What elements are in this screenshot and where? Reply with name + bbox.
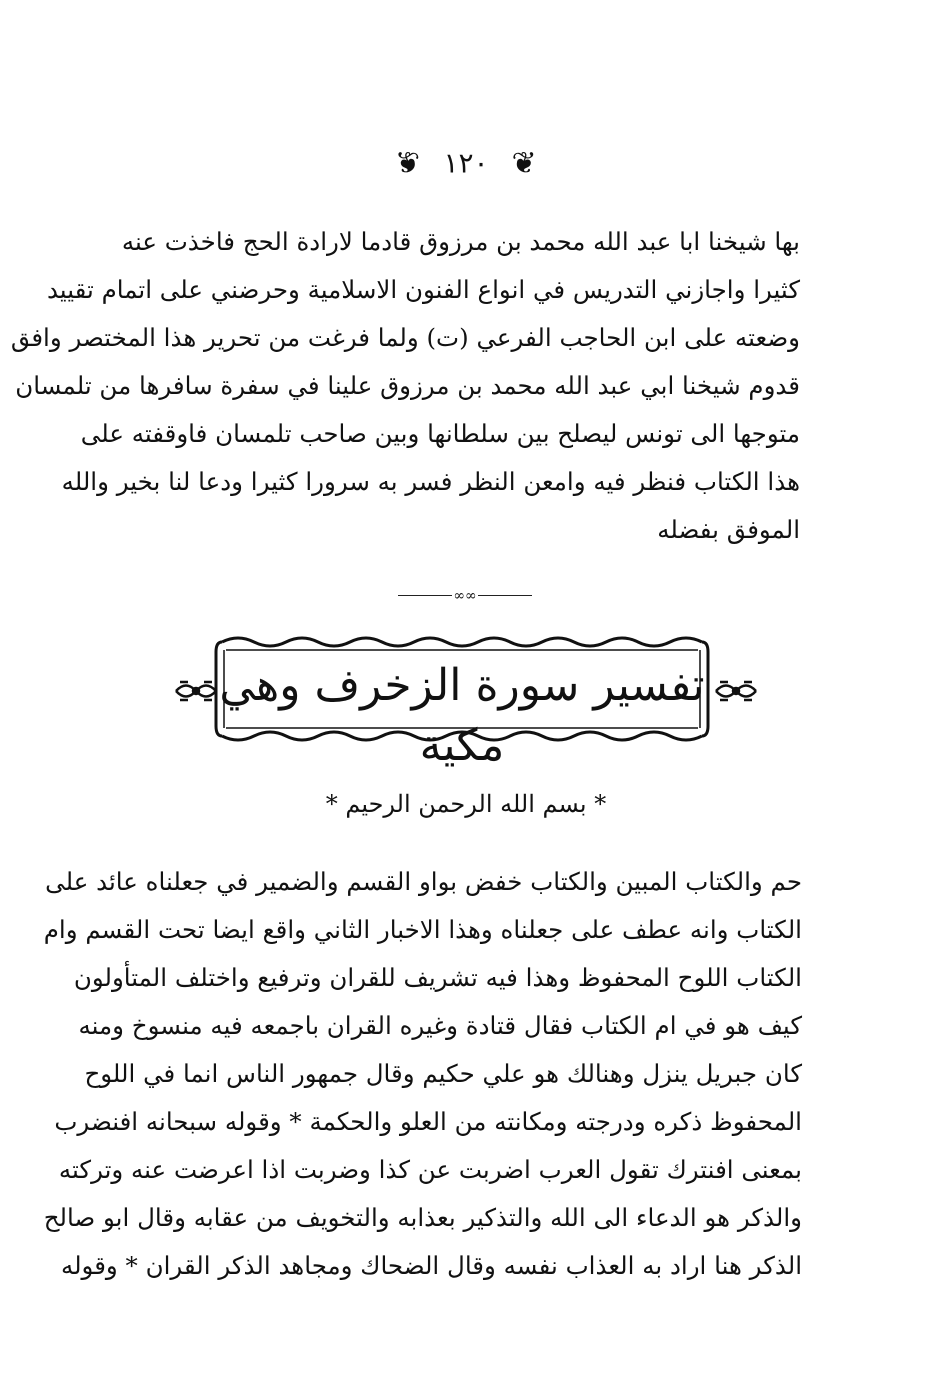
text-line: الكتاب وانه عطف على جعلناه وهذا الاخبار الثاني واقع ايضا تحت القسم وام <box>43 915 802 944</box>
text-line: بها شيخنا ابا عبد الله محمد بن مرزوق قادما لارادة الحج فاخذت عنه <box>121 227 800 256</box>
page-header <box>0 142 932 184</box>
text-line: المحفوظ ذكره ودرجته ومكانته من العلو والحكمة * وقوله سبحانه افنضرب <box>54 1107 802 1136</box>
text-line: كثيرا واجازني التدريس في انواع الفنون الاسلامية وحرضني على اتمام تقييد <box>46 275 800 304</box>
section-divider <box>398 588 532 604</box>
divider-knot-icon: ∞∞ <box>453 588 477 604</box>
text-line: حم والكتاب المبين والكتاب خفض بواو القسم والضمير في جعلناه عائد على <box>45 867 802 896</box>
section-title-frame <box>208 630 716 771</box>
text-line: كان جبريل ينزل وهنالك هو علي حكيم وقال جمهور الناس انما في اللوح <box>84 1059 802 1088</box>
text-line: هذا الكتاب فنظر فيه وامعن النظر فسر به سرورا كثيرا ودعا لنا بخير والله <box>61 467 800 496</box>
title-ornament-left-icon <box>172 676 220 706</box>
text-line: وضعته على ابن الحاجب الفرعي (ت) ولما فرغت من تحرير هذا المختصر وافق <box>10 323 800 352</box>
text-line: الكتاب اللوح المحفوظ وهذا فيه تشريف للقران وترفيع واختلف المتأولون <box>73 963 802 992</box>
ornament-left-icon: ❦ <box>395 145 421 181</box>
text-line: بمعنى افنترك تقول العرب اضربت عن كذا وضربت اذا اعرضت عنه وتركته <box>58 1155 802 1184</box>
page-number: ١٢٠ <box>443 146 489 180</box>
text-line: كيف هو في ام الكتاب فقال قتادة وغيره القران باجمعه فيه منسوخ ومنه <box>78 1011 802 1040</box>
text-line: الموفق بفضله <box>657 515 800 544</box>
text-line: قدوم شيخنا ابي عبد الله محمد بن مرزوق علينا في سفرة سافرها من تلمسان <box>15 371 800 400</box>
paragraph-intro <box>10 218 800 554</box>
text-line: متوجها الى تونس ليصلح بين سلطانها وبين صاحب تلمسان فاوقفته على <box>80 419 800 448</box>
basmala: * بسم الله الرحمن الرحيم * <box>325 790 607 818</box>
title-ornament-right-icon <box>712 676 760 706</box>
text-line: والذكر هو الدعاء الى الله والتذكير بعذابه والتخويف من عقابه وقال ابو صالح <box>43 1203 802 1232</box>
paragraph-tafsir <box>43 858 802 1290</box>
surah-title: تفسير سورة الزخرف وهي مكية <box>219 660 705 771</box>
ornament-right-icon: ❦ <box>511 145 537 181</box>
text-line: الذكر هنا اراد به العذاب نفسه وقال الضحاك ومجاهد الذكر القران * وقوله <box>60 1251 802 1280</box>
